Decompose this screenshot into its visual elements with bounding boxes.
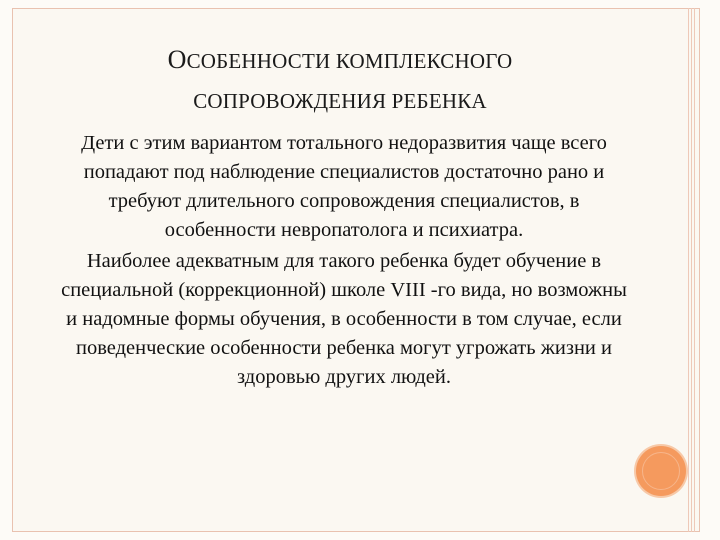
title-line-2: СОПРОВОЖДЕНИЯ РЕБЕНКА [193, 89, 487, 113]
slide-title [90, 40, 590, 121]
title-line-1-text: СОБЕННОСТИ КОМПЛЕКСНОГО [186, 49, 513, 73]
paragraph-1: Дети с этим вариантом тотального недоразвития чаще всего попадают под наблюдение специалистов достаточно рано и требуют длительного сопровождения специалистов, в особенности невропатолога и психиатра. [81, 132, 607, 241]
paragraph-2: Наиболее адекватным для такого ребенка будет обучение в специальной (коррекционной) школе VIII -го вида, но возможны и надомные формы обучения, в особенности в том случае, если поведенческие особенности ребенка могут угрожать жизни и здоровью других людей. [61, 250, 627, 388]
decorative-stripe [694, 8, 695, 532]
decorative-stripe [688, 8, 689, 532]
title-initial: О [167, 45, 187, 74]
decorative-stripe [691, 8, 692, 532]
slide-body [60, 129, 628, 392]
decorative-circle [636, 446, 686, 496]
title-line-1 [90, 40, 590, 81]
